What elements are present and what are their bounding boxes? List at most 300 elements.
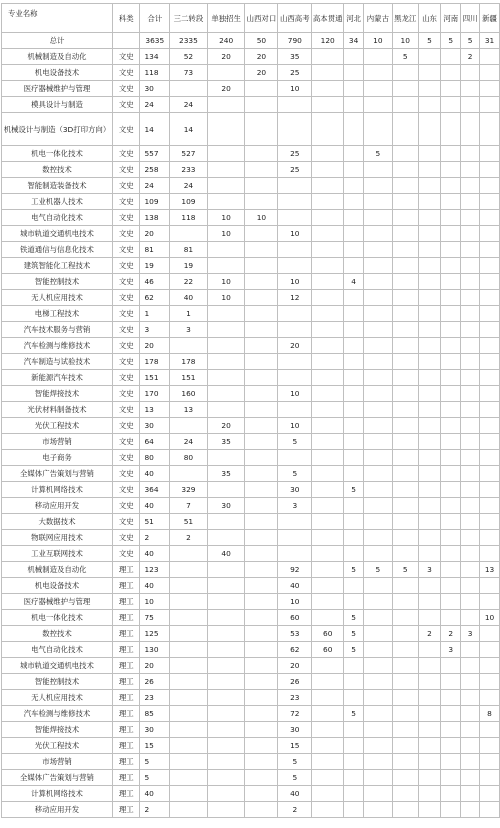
quota-cell — [245, 370, 278, 386]
quota-cell — [364, 274, 393, 290]
quota-cell — [278, 210, 312, 226]
quota-cell — [364, 370, 393, 386]
category-cell: 理工 — [112, 610, 140, 626]
quota-cell — [392, 65, 418, 81]
major-name: 模具设计与制造 — [2, 97, 113, 113]
quota-cell — [418, 322, 441, 338]
quota-cell — [364, 354, 393, 370]
major-name: 电气自动化技术 — [2, 210, 113, 226]
quota-cell — [392, 146, 418, 162]
header-cell: 专业名称 — [2, 4, 113, 33]
major-name: 机电设备技术 — [2, 578, 113, 594]
quota-cell: 64 — [140, 434, 170, 450]
quota-cell — [207, 402, 245, 418]
quota-cell — [207, 65, 245, 81]
quota-cell — [364, 402, 393, 418]
quota-cell — [245, 418, 278, 434]
quota-cell: 73 — [170, 65, 208, 81]
quota-cell — [441, 386, 461, 402]
quota-cell — [364, 210, 393, 226]
quota-cell — [207, 162, 245, 178]
quota-cell: 30 — [278, 482, 312, 498]
quota-cell — [461, 754, 480, 770]
quota-cell — [392, 578, 418, 594]
quota-cell — [312, 226, 344, 242]
quota-cell — [480, 290, 500, 306]
quota-cell — [344, 578, 364, 594]
quota-cell — [312, 49, 344, 65]
category-cell: 文史 — [112, 482, 140, 498]
quota-cell — [312, 498, 344, 514]
quota-cell — [170, 706, 208, 722]
category-cell: 文史 — [112, 434, 140, 450]
quota-cell — [312, 97, 344, 113]
category-cell: 文史 — [112, 354, 140, 370]
category-cell: 理工 — [112, 578, 140, 594]
quota-cell — [170, 466, 208, 482]
quota-cell — [441, 65, 461, 81]
category-cell: 理工 — [112, 754, 140, 770]
category-cell: 理工 — [112, 802, 140, 818]
quota-cell — [312, 530, 344, 546]
quota-cell — [170, 562, 208, 578]
quota-cell — [245, 594, 278, 610]
category-cell: 文史 — [112, 194, 140, 210]
quota-cell — [207, 802, 245, 818]
quota-cell — [344, 722, 364, 738]
quota-cell: 40 — [140, 466, 170, 482]
quota-cell — [278, 242, 312, 258]
quota-cell — [312, 81, 344, 97]
quota-cell — [278, 354, 312, 370]
table-row — [2, 146, 500, 162]
quota-cell — [344, 178, 364, 194]
quota-cell — [245, 610, 278, 626]
quota-cell — [170, 338, 208, 354]
header-cell: 山东 — [418, 4, 441, 33]
quota-cell — [418, 274, 441, 290]
enrollment-plan-table — [1, 3, 500, 818]
quota-cell — [245, 690, 278, 706]
quota-cell — [441, 210, 461, 226]
category-cell: 文史 — [112, 546, 140, 562]
quota-cell — [441, 594, 461, 610]
quota-cell — [480, 97, 500, 113]
quota-cell — [392, 658, 418, 674]
quota-cell — [278, 546, 312, 562]
major-name: 计算机网络技术 — [2, 482, 113, 498]
quota-cell: 80 — [140, 450, 170, 466]
category-cell: 文史 — [112, 226, 140, 242]
major-name: 智能焊接技术 — [2, 386, 113, 402]
quota-cell — [480, 674, 500, 690]
quota-cell — [312, 802, 344, 818]
quota-cell — [418, 482, 441, 498]
quota-cell — [312, 658, 344, 674]
quota-cell — [480, 594, 500, 610]
quota-cell — [441, 658, 461, 674]
quota-cell — [480, 49, 500, 65]
quota-cell: 118 — [170, 210, 208, 226]
quota-cell — [392, 770, 418, 786]
quota-cell — [207, 562, 245, 578]
quota-cell — [461, 370, 480, 386]
quota-cell — [245, 770, 278, 786]
quota-cell: 10 — [278, 274, 312, 290]
quota-cell — [344, 546, 364, 562]
quota-cell — [392, 274, 418, 290]
major-name: 机械制造及自动化 — [2, 562, 113, 578]
quota-cell: 258 — [140, 162, 170, 178]
quota-cell — [278, 370, 312, 386]
quota-cell — [344, 258, 364, 274]
quota-cell — [207, 610, 245, 626]
quota-cell — [392, 113, 418, 146]
table-row — [2, 626, 500, 642]
quota-cell — [344, 338, 364, 354]
quota-cell — [170, 770, 208, 786]
table-row — [2, 178, 500, 194]
quota-cell — [480, 786, 500, 802]
quota-cell — [312, 194, 344, 210]
quota-cell — [461, 290, 480, 306]
quota-cell: 2 — [461, 49, 480, 65]
quota-cell — [245, 386, 278, 402]
quota-cell: 19 — [140, 258, 170, 274]
table-row — [2, 450, 500, 466]
quota-cell — [441, 338, 461, 354]
quota-cell: 5 — [364, 146, 393, 162]
quota-cell: 14 — [170, 113, 208, 146]
quota-cell — [441, 290, 461, 306]
quota-cell — [461, 786, 480, 802]
quota-cell — [441, 546, 461, 562]
quota-cell — [392, 258, 418, 274]
quota-cell — [461, 802, 480, 818]
category-cell: 文史 — [112, 338, 140, 354]
quota-cell — [461, 402, 480, 418]
quota-cell — [344, 514, 364, 530]
quota-cell — [461, 546, 480, 562]
quota-cell — [392, 754, 418, 770]
quota-cell: 118 — [140, 65, 170, 81]
table-row — [2, 802, 500, 818]
quota-cell — [312, 482, 344, 498]
quota-cell — [461, 642, 480, 658]
quota-cell: 170 — [140, 386, 170, 402]
quota-cell — [392, 738, 418, 754]
quota-cell — [245, 194, 278, 210]
quota-cell — [364, 386, 393, 402]
quota-cell — [312, 258, 344, 274]
quota-cell — [480, 434, 500, 450]
quota-cell — [312, 210, 344, 226]
quota-cell — [441, 722, 461, 738]
quota-cell: 151 — [170, 370, 208, 386]
quota-cell — [344, 97, 364, 113]
quota-cell — [364, 450, 393, 466]
total-cell: 2335 — [170, 33, 208, 49]
quota-cell — [418, 530, 441, 546]
quota-cell — [170, 578, 208, 594]
quota-cell — [170, 418, 208, 434]
quota-cell — [392, 690, 418, 706]
major-name: 新能源汽车技术 — [2, 370, 113, 386]
total-cell: 240 — [207, 33, 245, 49]
quota-cell: 123 — [140, 562, 170, 578]
quota-cell — [418, 514, 441, 530]
major-name: 城市轨道交通机电技术 — [2, 658, 113, 674]
quota-cell — [418, 706, 441, 722]
quota-cell: 13 — [170, 402, 208, 418]
total-cell: 5 — [418, 33, 441, 49]
total-cell: 3635 — [140, 33, 170, 49]
table-row — [2, 594, 500, 610]
category-cell: 理工 — [112, 626, 140, 642]
major-name: 智能制造装备技术 — [2, 178, 113, 194]
quota-cell — [245, 338, 278, 354]
category-cell: 理工 — [112, 562, 140, 578]
quota-cell — [441, 514, 461, 530]
quota-cell — [245, 642, 278, 658]
quota-cell — [392, 722, 418, 738]
table-row — [2, 81, 500, 97]
quota-cell — [207, 354, 245, 370]
quota-cell — [344, 306, 364, 322]
quota-cell — [480, 65, 500, 81]
quota-cell — [344, 322, 364, 338]
quota-cell — [461, 162, 480, 178]
quota-cell — [441, 706, 461, 722]
quota-cell — [364, 81, 393, 97]
quota-cell — [441, 802, 461, 818]
quota-cell — [441, 690, 461, 706]
quota-cell — [392, 81, 418, 97]
quota-cell — [207, 594, 245, 610]
quota-cell: 20 — [140, 338, 170, 354]
quota-cell: 40 — [170, 290, 208, 306]
quota-cell — [364, 786, 393, 802]
major-name: 城市轨道交通机电技术 — [2, 226, 113, 242]
quota-cell: 5 — [278, 434, 312, 450]
quota-cell: 5 — [344, 706, 364, 722]
quota-cell — [480, 514, 500, 530]
table-row — [2, 354, 500, 370]
category-cell: 文史 — [112, 162, 140, 178]
quota-cell — [480, 81, 500, 97]
table-row — [2, 466, 500, 482]
quota-cell — [344, 402, 364, 418]
quota-cell — [278, 530, 312, 546]
quota-cell — [170, 610, 208, 626]
quota-cell — [461, 242, 480, 258]
quota-cell — [480, 546, 500, 562]
quota-cell — [418, 402, 441, 418]
quota-cell — [344, 113, 364, 146]
quota-cell — [392, 210, 418, 226]
category-cell: 文史 — [112, 242, 140, 258]
quota-cell — [480, 578, 500, 594]
quota-cell — [207, 306, 245, 322]
quota-cell — [312, 690, 344, 706]
quota-cell — [392, 482, 418, 498]
quota-cell — [480, 498, 500, 514]
quota-cell — [364, 482, 393, 498]
quota-cell — [392, 418, 418, 434]
quota-cell — [461, 562, 480, 578]
quota-cell: 20 — [140, 226, 170, 242]
quota-cell — [245, 402, 278, 418]
quota-cell — [461, 738, 480, 754]
quota-cell: 10 — [278, 226, 312, 242]
quota-cell — [441, 194, 461, 210]
quota-cell — [461, 690, 480, 706]
quota-cell — [207, 258, 245, 274]
quota-cell — [207, 113, 245, 146]
quota-cell — [392, 626, 418, 642]
quota-cell: 2 — [140, 802, 170, 818]
quota-cell — [364, 706, 393, 722]
quota-cell — [441, 402, 461, 418]
quota-cell — [344, 434, 364, 450]
quota-cell — [461, 258, 480, 274]
quota-cell: 13 — [140, 402, 170, 418]
quota-cell — [245, 722, 278, 738]
total-cell: 34 — [344, 33, 364, 49]
quota-cell: 25 — [278, 146, 312, 162]
quota-cell — [245, 162, 278, 178]
quota-cell — [418, 338, 441, 354]
quota-cell: 23 — [140, 690, 170, 706]
total-cell: 50 — [245, 33, 278, 49]
quota-cell — [207, 626, 245, 642]
quota-cell — [441, 498, 461, 514]
quota-cell — [480, 642, 500, 658]
quota-cell: 30 — [207, 498, 245, 514]
quota-cell — [170, 626, 208, 642]
quota-cell: 5 — [278, 754, 312, 770]
quota-cell — [480, 418, 500, 434]
quota-cell — [312, 146, 344, 162]
header-cell: 新疆 — [480, 4, 500, 33]
quota-cell — [461, 146, 480, 162]
major-name: 数控技术 — [2, 162, 113, 178]
quota-cell — [418, 498, 441, 514]
table-row — [2, 754, 500, 770]
quota-cell: 10 — [207, 290, 245, 306]
total-cell: 31 — [480, 33, 500, 49]
quota-cell — [480, 450, 500, 466]
header-cell: 四川 — [461, 4, 480, 33]
quota-cell — [344, 226, 364, 242]
quota-cell: 138 — [140, 210, 170, 226]
quota-cell — [418, 194, 441, 210]
category-cell: 文史 — [112, 386, 140, 402]
quota-cell — [170, 642, 208, 658]
quota-cell — [245, 81, 278, 97]
quota-cell: 40 — [207, 546, 245, 562]
quota-cell — [461, 210, 480, 226]
quota-cell — [344, 738, 364, 754]
quota-cell — [392, 370, 418, 386]
major-name: 大数据技术 — [2, 514, 113, 530]
table-row — [2, 546, 500, 562]
table-row — [2, 482, 500, 498]
quota-cell — [245, 466, 278, 482]
quota-cell: 75 — [140, 610, 170, 626]
quota-cell — [418, 162, 441, 178]
header-cell: 山西对口 — [245, 4, 278, 33]
table-row — [2, 562, 500, 578]
major-name: 机电一体化技术 — [2, 146, 113, 162]
quota-cell — [441, 674, 461, 690]
table-row — [2, 370, 500, 386]
quota-cell — [364, 514, 393, 530]
quota-cell — [207, 450, 245, 466]
quota-cell — [418, 65, 441, 81]
quota-cell — [364, 674, 393, 690]
table-row — [2, 418, 500, 434]
quota-cell — [245, 242, 278, 258]
quota-cell — [364, 242, 393, 258]
quota-cell — [480, 738, 500, 754]
quota-cell — [418, 290, 441, 306]
quota-cell — [480, 178, 500, 194]
category-cell: 文史 — [112, 322, 140, 338]
quota-cell — [245, 578, 278, 594]
quota-cell — [364, 802, 393, 818]
quota-cell: 125 — [140, 626, 170, 642]
quota-cell — [418, 258, 441, 274]
quota-cell — [170, 802, 208, 818]
quota-cell: 20 — [245, 65, 278, 81]
major-name: 汽车制造与试验技术 — [2, 354, 113, 370]
quota-cell — [312, 386, 344, 402]
quota-cell: 62 — [278, 642, 312, 658]
quota-cell: 1 — [170, 306, 208, 322]
major-name: 铁道通信与信息化技术 — [2, 242, 113, 258]
major-name: 汽车检测与维修技术 — [2, 338, 113, 354]
quota-cell — [461, 354, 480, 370]
quota-cell — [364, 610, 393, 626]
quota-cell — [207, 642, 245, 658]
table-row — [2, 402, 500, 418]
quota-cell — [344, 754, 364, 770]
quota-cell: 5 — [344, 642, 364, 658]
total-cell: 10 — [392, 33, 418, 49]
quota-cell: 35 — [207, 434, 245, 450]
quota-cell — [461, 450, 480, 466]
quota-cell — [392, 226, 418, 242]
quota-cell — [392, 546, 418, 562]
quota-cell — [461, 178, 480, 194]
quota-cell: 92 — [278, 562, 312, 578]
table-row — [2, 722, 500, 738]
table-row — [2, 338, 500, 354]
quota-cell — [418, 146, 441, 162]
category-cell: 理工 — [112, 738, 140, 754]
quota-cell — [418, 690, 441, 706]
quota-cell: 1 — [140, 306, 170, 322]
quota-cell — [480, 722, 500, 738]
quota-cell — [418, 210, 441, 226]
quota-cell — [461, 498, 480, 514]
major-name: 全媒体广告策划与营销 — [2, 770, 113, 786]
quota-cell: 22 — [170, 274, 208, 290]
quota-cell — [461, 482, 480, 498]
header-cell: 黑龙江 — [392, 4, 418, 33]
quota-cell — [344, 658, 364, 674]
